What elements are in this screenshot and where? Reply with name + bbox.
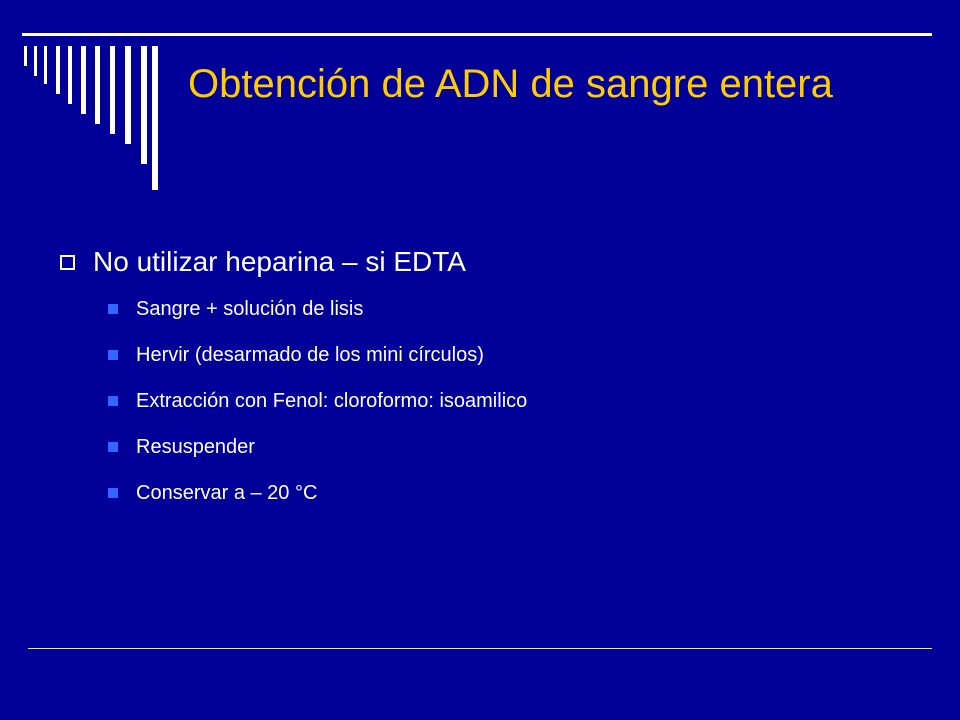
sub-bullet <box>58 470 918 516</box>
sub-bullet-text: Resuspender <box>136 435 255 458</box>
sub-bullet <box>58 332 918 378</box>
filled-square-bullet-icon <box>108 304 118 314</box>
filled-square-bullet-icon <box>108 488 118 498</box>
deco-bar <box>110 46 115 134</box>
hollow-square-bullet-icon <box>60 255 75 270</box>
sub-bullet <box>58 378 918 424</box>
bullet-list <box>58 238 918 516</box>
slide-title: Obtención de ADN de sangre entera <box>188 62 833 106</box>
sub-bullets <box>58 286 918 516</box>
main-bullet-text: No utilizar heparina – si EDTA <box>93 246 466 277</box>
deco-bar <box>152 46 158 190</box>
deco-bar <box>44 46 47 84</box>
deco-bar <box>81 46 86 114</box>
deco-bar <box>56 46 60 94</box>
sub-bullet <box>58 424 918 470</box>
filled-square-bullet-icon <box>108 442 118 452</box>
sub-bullet-text: Conservar a – 20 °C <box>136 481 318 504</box>
deco-bar <box>141 46 147 164</box>
sub-bullet <box>58 286 918 332</box>
sub-bullet-text: Sangre + solución de lisis <box>136 297 364 320</box>
deco-bar <box>95 46 100 124</box>
filled-square-bullet-icon <box>108 350 118 360</box>
deco-bar <box>125 46 131 144</box>
top-divider-line <box>22 33 932 36</box>
sub-bullet-list <box>58 286 918 516</box>
deco-bar <box>34 46 37 76</box>
filled-square-bullet-icon <box>108 396 118 406</box>
deco-bar <box>68 46 72 104</box>
bottom-divider-line <box>28 648 932 649</box>
deco-bar <box>24 46 27 66</box>
main-bullet <box>58 238 918 286</box>
sub-bullet-text: Hervir (desarmado de los mini círculos) <box>136 343 484 366</box>
sub-bullet-text: Extracción con Fenol: cloroformo: isoamilico <box>136 389 528 412</box>
